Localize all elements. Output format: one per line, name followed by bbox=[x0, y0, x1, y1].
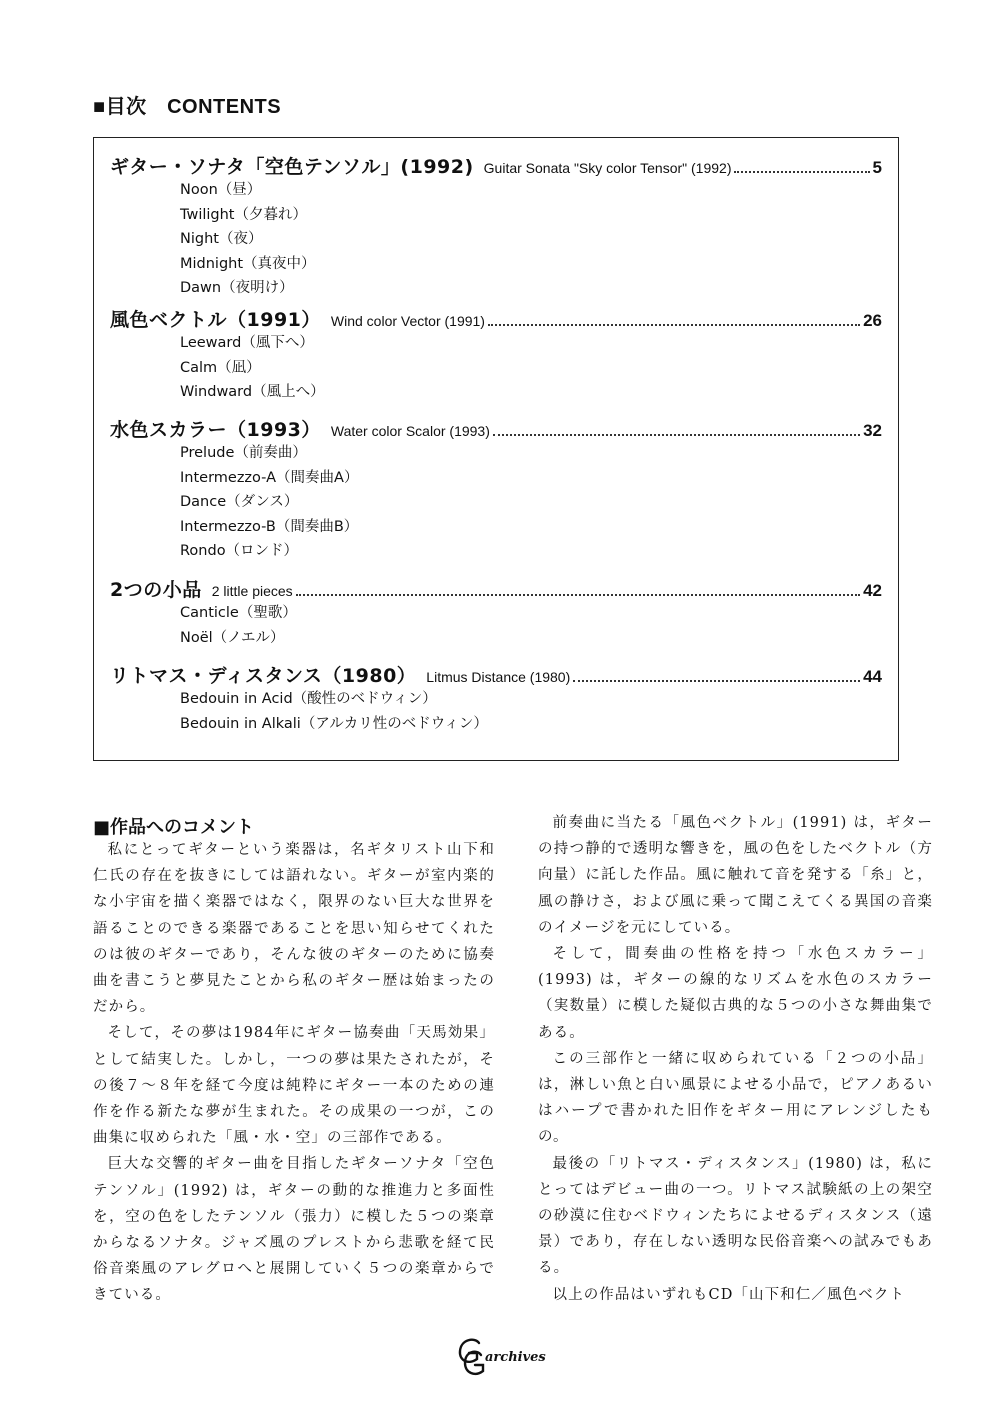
toc-entry bbox=[110, 305, 882, 405]
toc-movement: Night（夜） bbox=[180, 231, 263, 247]
toc-dot-leader bbox=[734, 171, 869, 173]
toc-title-en: Wind color Vector (1991) bbox=[330, 313, 485, 329]
toc-movement-list bbox=[110, 178, 882, 301]
comment-paragraph: この三部作と一緒に収められている「２つの小品」は，淋しい魚と白い風景によせる小品で，ピアノあるいはハープで書かれた旧作をギター用にアレンジしたもの。 bbox=[538, 1050, 933, 1146]
toc-entry bbox=[110, 152, 882, 301]
comment-heading: ■作品へのコメント bbox=[93, 817, 255, 838]
toc-movement: Prelude（前奏曲） bbox=[180, 445, 307, 461]
gg-monogram-icon bbox=[455, 1335, 489, 1379]
toc-entry-heading bbox=[110, 305, 882, 331]
toc-entry bbox=[110, 575, 882, 650]
toc-page-number: 5 bbox=[872, 158, 882, 177]
toc-movement: Noël（ノエル） bbox=[180, 629, 285, 646]
toc-page-number: 44 bbox=[863, 667, 882, 686]
toc-title-jp: 水色スカラー（1993） bbox=[110, 419, 321, 441]
comment-column-left bbox=[93, 837, 495, 1309]
toc-movement-list bbox=[110, 441, 882, 564]
toc-movement: Bedouin in Acid（酸性のベドウィン） bbox=[180, 691, 437, 707]
toc-entry-heading bbox=[110, 575, 882, 601]
toc-title-jp: 2つの小品 bbox=[110, 579, 202, 601]
toc-movement: Dawn（夜明け） bbox=[180, 280, 294, 296]
toc-movement: Dance（ダンス） bbox=[180, 494, 299, 510]
comment-paragraph: そして，その夢は1984年にギター協奏曲「天馬効果」として結実した。しかし，一つの夢は果たされたが，その後７～８年を経て今度は純粋にギター一本のための連作を作る新たな夢が生まれた。その成果の一つが，この曲集に収められた「風・水・空」の三部作である。 bbox=[93, 1025, 495, 1147]
toc-movement: Leeward（風下へ） bbox=[180, 335, 314, 351]
comment-paragraph: 巨大な交響的ギター曲を目指したギターソナタ「空色テンソル」(1992) は，ギターの動的な推進力と多面性を，空の色をしたテンソル（張力）に模した５つの楽章からなるソナタ。ジャズ風のプレストから悲歌を経て民俗音楽風のアレグロへと展開していく５つの楽章からできている。 bbox=[93, 1156, 495, 1304]
comment-paragraph: 私にとってギターという楽器は，名ギタリスト山下和仁氏の存在を抜きにしては語れない。ギターが室内楽的な小宇宙を描く楽器ではなく，限界のない巨大な世界を語ることのできる楽器であることを思い知らせてくれたのは彼のギターであり，そんな彼のギターのために協奏曲を書こうと夢見たことから私のギター歴は始まったのだから。 bbox=[93, 842, 495, 1016]
logo-text: archives bbox=[485, 1349, 546, 1365]
toc-dot-leader bbox=[573, 680, 860, 682]
page-title: ■目次 CONTENTS bbox=[93, 96, 282, 118]
toc-entry bbox=[110, 661, 882, 736]
toc-page-number: 32 bbox=[863, 421, 882, 440]
toc-page-number: 26 bbox=[863, 311, 882, 330]
toc-page-number: 42 bbox=[863, 581, 882, 600]
toc-movement-list bbox=[110, 687, 882, 736]
toc-dot-leader bbox=[488, 324, 860, 326]
toc-movement-list bbox=[110, 601, 882, 650]
comment-paragraph: 最後の「リトマス・ディスタンス」(1980) は，私にとってはデビュー曲の一つ。リトマス試験紙の上の架空の砂漠に住むベドウィンたちによせるディスタンス（遠景）であり，存在しない透明な民俗音楽への試みでもある。 bbox=[538, 1155, 933, 1277]
toc-title-jp: 風色ベクトル（1991） bbox=[110, 309, 321, 331]
toc-title-en: Guitar Sonata "Sky color Tensor" (1992) bbox=[483, 160, 732, 176]
toc-entry-heading bbox=[110, 415, 882, 441]
toc-movement: Noon（昼） bbox=[180, 182, 262, 198]
toc-entry-heading bbox=[110, 661, 882, 687]
publisher-logo bbox=[455, 1335, 546, 1379]
toc-movement: Windward（風上へ） bbox=[180, 384, 325, 400]
toc-movement: Midnight（真夜中） bbox=[180, 255, 316, 272]
toc-movement: Intermezzo-A（間奏曲A） bbox=[180, 469, 359, 486]
comment-paragraph: 以上の作品はいずれもCD「山下和仁／風色ベクト bbox=[552, 1286, 906, 1303]
comment-paragraph: 前奏曲に当たる「風色ベクトル」(1991) は，ギターの持つ静的で透明な響きを，風の色をしたベクトル（方向量）に託した作品。風に触れて音を発する「糸」と，風の静けさ，および風に乗って聞こえてくる異国の音楽のイメージを元にしている。 bbox=[538, 815, 933, 936]
toc-dot-leader bbox=[296, 594, 860, 596]
comment-column-right bbox=[538, 810, 933, 1308]
toc-entry-heading bbox=[110, 152, 882, 178]
table-of-contents bbox=[93, 137, 899, 761]
toc-entry bbox=[110, 415, 882, 564]
toc-dot-leader bbox=[493, 434, 860, 436]
toc-title-jp: ギター・ソナタ「空色テンソル」(1992) bbox=[110, 156, 474, 178]
toc-movement: Calm（凪） bbox=[180, 359, 261, 376]
toc-movement: Twilight（夕暮れ） bbox=[180, 206, 307, 223]
toc-movement: Bedouin in Alkali（アルカリ性のベドウィン） bbox=[180, 715, 488, 732]
toc-title-en: 2 little pieces bbox=[211, 583, 293, 599]
toc-title-jp: リトマス・ディスタンス（1980） bbox=[110, 665, 417, 687]
comment-paragraph: そして，間奏曲の性格を持つ「水色スカラー」(1993) は，ギターの線的なリズムを水色のスカラー（実数量）に模した疑似古典的な５つの小さな舞曲集である。 bbox=[538, 946, 933, 1041]
toc-title-en: Litmus Distance (1980) bbox=[426, 669, 571, 685]
toc-movement: Intermezzo-B（間奏曲B） bbox=[180, 518, 359, 535]
toc-movement-list bbox=[110, 331, 882, 405]
toc-title-en: Water color Scalor (1993) bbox=[330, 423, 490, 439]
toc-movement: Rondo（ロンド） bbox=[180, 543, 299, 559]
toc-movement: Canticle（聖歌） bbox=[180, 605, 297, 621]
